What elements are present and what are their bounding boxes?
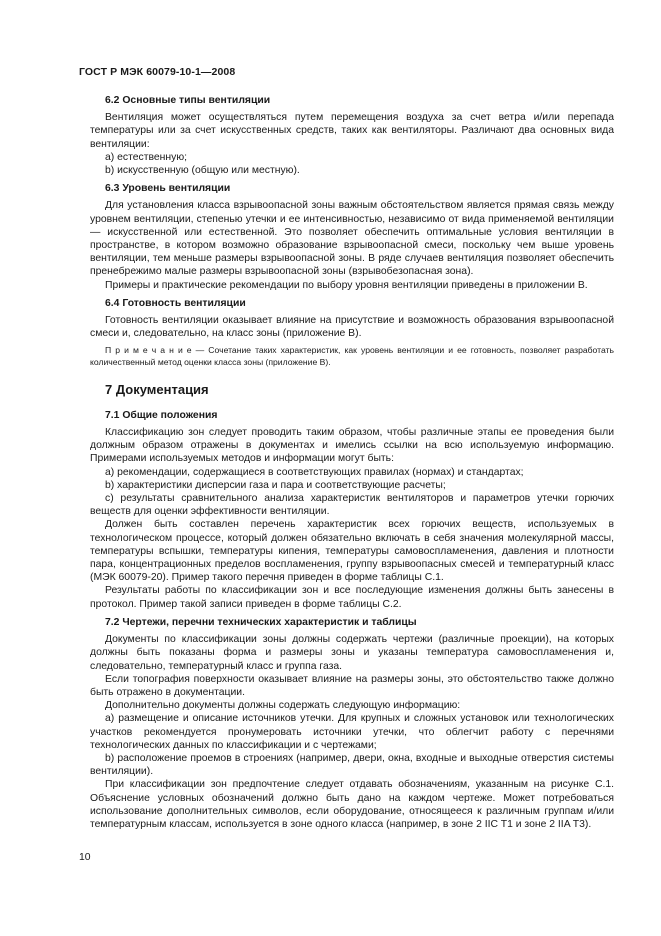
section-6-4-heading: 6.4 Готовность вентиляции — [105, 297, 246, 309]
paragraph: Классификацию зон следует проводить таким образом, чтобы различные этапы ее проведения были должным образом отражены в документах и имелись ссылки на всю используемую информацию. Примерами используемых методов и информации могут быть: — [90, 427, 614, 465]
paragraph: Дополнительно документы должны содержать следующую информацию: — [105, 700, 461, 712]
paragraph: Результаты работы по классификации зон и все последующие изменения должны быть занесены в протокол. Пример такой записи приведен в форме таблицы С.2. — [90, 585, 614, 610]
list-item: a) размещение и описание источников утечки. Для крупных и сложных установок или технологических участков рекомендуется пронумеровать источники утечки, что облегчит работу с перечнями технологических данных по классификации и с чертежами; — [90, 713, 614, 751]
paragraph: Должен быть составлен перечень характеристик всех горючих веществ, используемых в технологическом процессе, который должен обязательно включать в себя значения молекулярной массы, температуры вспышки, температуры кипения, температуры самовоспламенения, давления и плотности пара, концентрационных пределов воспламенения, группу взрывоопасных смесей и температурный класс (МЭК 60079-20). Пример такого перечня приведен в форме таблицы С.1. — [90, 519, 614, 584]
section-7-heading: 7 Документация — [105, 381, 209, 397]
list-item: a) естественную; — [105, 151, 188, 163]
paragraph: Если топография поверхности оказывает влияние на размеры зоны, это обстоятельство также должно быть отражено в документации. — [90, 673, 614, 698]
standard-header: ГОСТ Р МЭК 60079-10-1—2008 — [79, 66, 236, 78]
list-item: c) результаты сравнительного анализа характеристик вентиляторов и параметров утечки горючих веществ для оценки эффективности вентиляции. — [90, 493, 614, 518]
document-body — [90, 94, 614, 831]
paragraph: Вентиляция может осуществляться путем перемещения воздуха за счет ветра и/или перепада температуры или за счет искусственных средств, таких как вентиляторы. Различают два основных вида вентиляции: — [90, 112, 614, 150]
section-6-2-heading: 6.2 Основные типы вентиляции — [105, 95, 271, 106]
paragraph: Для установления класса взрывоопасной зоны важным обстоятельством является прямая связь между уровнем вентиляции, степенью утечки и ее интенсивностью, независимо от вида применяемой вентиляции — искусственной или естественной. Это позволяет обеспечить оптимальные условия вентиляции в пространстве, в котором возможно образование взрывоопасной смеси, поскольку чем выше уровень вентиляции, тем меньше размеры взрывоопасной зоны. В ряде случаев вентиляция позволяет обеспечить пренебрежимо малые размеры взрывоопасной зоны (взрывобезопасная зона). — [90, 200, 614, 278]
list-item: b) расположение проемов в строениях (например, двери, окна, входные и выходные отверстия системы вентиляции). — [90, 752, 614, 778]
list-item: b) искусственную (общую или местную). — [105, 165, 300, 177]
paragraph: Документы по классификации зоны должны содержать чертежи (различные проекции), на которых должны быть показаны форма и размеры зоны и указаны температура самовоспламенения и, следовательно, температурный класс и группа газа. — [90, 634, 614, 672]
section-7-1-heading: 7.1 Общие положения — [105, 409, 218, 421]
list-item: a) рекомендации, содержащиеся в соответствующих правилах (нормах) и стандартах; — [105, 466, 524, 478]
note: П р и м е ч а н и е — Сочетание таких характеристик, как уровень вентиляции и ее готовность, позволяет разработать количественный метод оценки класса зоны (приложение В). — [90, 345, 614, 368]
page-number: 10 — [79, 852, 91, 863]
paragraph: При классификации зон предпочтение следует отдавать обозначениям, указанным на рисунке С.1. Объяснение условных обозначений должно быть дано на каждом чертеже. Может потребоваться использование дополнительных символов, если оборудование, относящееся к различным группам и/или температурным классам, используется в зоне одного класса (например, в зоне 2 IIC T1 и зоне 2 IIA T3). — [90, 779, 614, 830]
section-7-2-heading: 7.2 Чертежи, перечни технических характеристик и таблицы — [105, 616, 417, 628]
section-6-3-heading: 6.3 Уровень вентиляции — [105, 183, 231, 195]
paragraph: Примеры и практические рекомендации по выбору уровня вентиляции приведены в приложении В. — [105, 279, 588, 291]
paragraph: Готовность вентиляции оказывает влияние на присутствие и возможность образования взрывоопасной смеси и, следовательно, на класс зоны (приложение В). — [90, 315, 614, 340]
list-item: b) характеристики дисперсии газа и пара и соответствующие расчеты; — [105, 479, 446, 491]
